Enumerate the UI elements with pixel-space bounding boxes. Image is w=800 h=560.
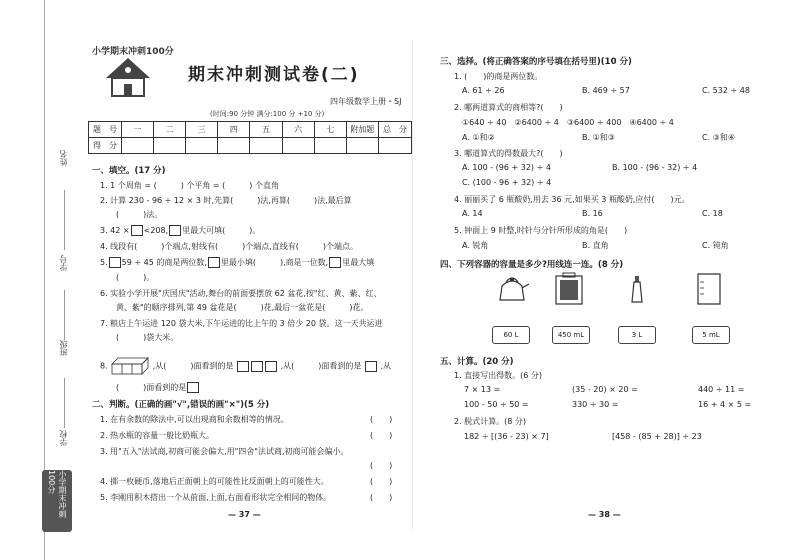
choice-q5: 5. 钟面上 9 时整,时针与分针所形成的角是( ) <box>454 226 628 235</box>
choice-q3: 3. 哪道算式的得数最大?( ) <box>454 149 563 158</box>
right-page <box>412 0 800 560</box>
choice-q3-c[interactable]: C. (100 - 96 + 32) ÷ 4 <box>462 178 552 187</box>
choice-q1-a[interactable]: A. 61 ÷ 26 <box>462 86 505 95</box>
choice-q5-c[interactable]: C. 钝角 <box>702 241 729 250</box>
score-input-cell[interactable] <box>250 138 282 154</box>
section5-title: 五、计算。(20 分) <box>440 357 514 367</box>
fill-q8 <box>100 356 391 376</box>
score-input-cell[interactable] <box>122 138 154 154</box>
fill-q5e: ( )。 <box>116 273 155 282</box>
fill-q5-b: 59 ÷ 45 的商是两位数, <box>121 258 207 267</box>
score-header-cell: 总 分 <box>378 122 411 138</box>
view-box <box>265 361 277 372</box>
page-number-right: — 38 — <box>588 510 621 519</box>
exam-title: 期末冲刺测试卷(二) <box>188 65 360 85</box>
blank-box <box>208 257 220 268</box>
blank-box <box>169 225 181 236</box>
section2-title: 二、判断。(正确的画"√",错误的画"×")(5 分) <box>92 400 270 410</box>
calc-r1-c3: 440 ÷ 11 = <box>698 385 745 394</box>
score-row-label: 得 分 <box>89 138 122 154</box>
judge-q1: 1. 在有余数的除法中,可以出现商和余数相等的情况。 <box>100 415 289 424</box>
score-header-cell: 五 <box>250 122 282 138</box>
fill-q5-c: 里最小填( ),商是一位数, <box>220 258 329 267</box>
score-input-cell[interactable] <box>154 138 186 154</box>
fill-q5-d: 里最大填 <box>342 258 375 267</box>
fill-q2b: ( )法。 <box>116 210 163 219</box>
calc-sub1: 1. 直接写出得数。(6 分) <box>454 371 543 380</box>
choice-q4-b[interactable]: B. 16 <box>582 209 603 218</box>
view-box <box>251 361 263 372</box>
judge-q2: 2. 热水瓶的容量一般比奶瓶大。 <box>100 431 215 440</box>
score-header-cell: 附加题 <box>346 122 378 138</box>
choice-q5-b[interactable]: B. 直角 <box>582 241 609 250</box>
logo-text: 小学期末冲刺100分 <box>92 47 174 57</box>
fill-q8-c: ,从( )面看到的是 <box>280 361 362 371</box>
calc-sub2: 2. 脱式计算。(8 分) <box>454 417 527 426</box>
score-header-cell: 六 <box>282 122 314 138</box>
score-input-cell[interactable] <box>186 138 218 154</box>
id-line <box>64 290 65 340</box>
measuring-cup-icon <box>694 272 724 306</box>
page-number-left: — 37 — <box>228 510 261 519</box>
section3-title: 三、选择。(将正确答案的序号填在括号里)(10 分) <box>440 57 632 67</box>
section4-title: 四、下列容器的容量是多少?用线连一连。(8 分) <box>440 260 624 270</box>
fill-q3-text-c: 里最大可填( )。 <box>182 226 261 235</box>
choice-q2-b[interactable]: B. ①和③ <box>582 133 615 142</box>
grade-subtitle: 四年级数学上册・SJ <box>330 97 402 106</box>
choice-q3-a[interactable]: A. 100 - (96 + 32) ÷ 4 <box>462 163 551 172</box>
fill-q7a: 7. 粮店上午运进 120 袋大米,下午运进的比上午的 3 倍少 20 袋。这一天共运进 <box>100 319 383 328</box>
calc-r2-c2: 330 ÷ 30 = <box>572 400 619 409</box>
judge-paren-3[interactable]: ( ) <box>370 461 393 470</box>
choice-q1: 1. ( )的商是两位数。 <box>454 72 543 81</box>
calc-r1-c2: (35 - 20) × 20 = <box>572 385 638 394</box>
score-input-cell[interactable] <box>314 138 346 154</box>
score-table <box>88 121 412 154</box>
view-box <box>187 382 199 393</box>
sidebar-stamp: 小学期末冲刺100分 <box>42 470 72 532</box>
fill-q5-a: 5. <box>100 258 108 267</box>
blank-box <box>131 225 143 236</box>
choice-q3-b[interactable]: B. 100 - (96 - 32) ÷ 4 <box>612 163 698 172</box>
fill-q6b: 黄、紫"的顺序排列,第 49 盆花是( )花,最后一盆花是( )花。 <box>116 303 369 312</box>
choice-q4-c[interactable]: C. 18 <box>702 209 723 218</box>
score-header-cell: 一 <box>122 122 154 138</box>
calc-expr2: [458 - (85 + 28)] ÷ 23 <box>612 432 702 441</box>
blank-box <box>329 257 341 268</box>
score-input-cell[interactable] <box>378 138 411 154</box>
capacity-60l[interactable]: 60 L <box>492 326 530 344</box>
score-header-cell: 三 <box>186 122 218 138</box>
judge-paren-4[interactable]: ( ) <box>370 477 393 486</box>
blank-box <box>109 257 121 268</box>
judge-q3: 3. 用"五入"法试商,初商可能会偏大,用"四舍"法试商,初商可能会偏小。 <box>100 447 349 456</box>
class-line <box>64 378 65 428</box>
kettle-icon <box>494 274 530 304</box>
fill-q8-b: ,从( )面看到的是 <box>152 361 234 371</box>
fill-q3 <box>100 225 260 236</box>
score-header-cell: 四 <box>218 122 250 138</box>
time-score-line: (时间:90 分钟 满分:100 分 +10 分) <box>210 110 325 118</box>
school-label: 学校 <box>59 430 68 446</box>
score-input-cell[interactable] <box>346 138 378 154</box>
judge-paren-5[interactable]: ( ) <box>370 493 393 502</box>
fill-q8e <box>116 382 200 393</box>
choice-q2-c[interactable]: C. ③和④ <box>702 133 736 142</box>
choice-q5-a[interactable]: A. 锐角 <box>462 241 489 250</box>
house-logo-icon <box>100 50 156 102</box>
section1-title: 一、填空。(17 分) <box>92 166 166 176</box>
fill-q5 <box>100 257 374 268</box>
judge-paren-1[interactable]: ( ) <box>370 415 393 424</box>
choice-q2-items: ①640 ÷ 40 ②6400 ÷ 4 ③6400 ÷ 400 ④6400 ÷ 4 <box>462 118 674 127</box>
class-label: 班级 <box>59 340 68 356</box>
calc-r2-c3: 16 + 4 × 5 = <box>698 400 752 409</box>
bucket-icon <box>552 272 586 306</box>
calc-r1-c1: 7 × 13 = <box>464 385 501 394</box>
choice-q4: 4. 丽丽买了 6 瓶酸奶,用去 36 元,如果买 3 瓶酸奶,应付( )元。 <box>454 195 690 204</box>
judge-paren-2[interactable]: ( ) <box>370 431 393 440</box>
fill-q7b: ( )袋大米。 <box>116 333 179 342</box>
small-bottle-icon <box>630 274 644 304</box>
score-input-cell[interactable] <box>218 138 250 154</box>
fill-q6a: 6. 实验小学开展"庆国庆"活动,舞台的前面要摆放 62 盆花,按"红、黄、紫、红、 <box>100 289 382 298</box>
capacity-3l[interactable]: 3 L <box>618 326 656 344</box>
view-box <box>237 361 249 372</box>
capacity-5ml[interactable]: 5 mL <box>692 326 730 344</box>
student-id-label: 学号 <box>59 255 68 271</box>
score-header-cell: 七 <box>314 122 346 138</box>
name-line <box>64 190 65 250</box>
choice-q1-c[interactable]: C. 532 ÷ 48 <box>702 86 750 95</box>
fill-q8-e: ( )面看到的是 <box>116 383 187 392</box>
score-header-cell: 二 <box>154 122 186 138</box>
fill-q8-a: 8. <box>100 361 108 371</box>
fill-q3-text-b: <208, <box>143 226 169 235</box>
score-input-cell[interactable] <box>282 138 314 154</box>
cube-stack-icon <box>110 356 150 376</box>
calc-expr1: 182 ÷ [(36 - 23) × 7] <box>464 432 549 441</box>
fill-q2a: 2. 计算 230 - 96 ÷ 12 × 3 时,先算( )法,再算( )法,最后算 <box>100 196 352 205</box>
capacity-450ml[interactable]: 450 mL <box>552 326 590 344</box>
fill-q8-d: ,从 <box>380 361 392 371</box>
choice-q1-b[interactable]: B. 469 ÷ 57 <box>582 86 630 95</box>
binding-sidebar <box>0 0 45 560</box>
fill-q1: 1. 1 个周角 = ( ) 个平角 = ( ) 个直角 <box>100 181 279 190</box>
judge-q5: 5. 李刚用积木搭出一个从前面,上面,右面看形状完全相同的物体。 <box>100 493 332 502</box>
choice-q2-a[interactable]: A. ①和② <box>462 133 495 142</box>
choice-q4-a[interactable]: A. 14 <box>462 209 483 218</box>
name-label: 姓名 <box>59 150 68 166</box>
view-box <box>365 361 377 372</box>
choice-q2: 2. 哪两道算式的商相等?( ) <box>454 103 563 112</box>
score-header-cell: 题 号 <box>89 122 122 138</box>
fill-q3-text: 3. 42 × <box>100 226 130 235</box>
calc-r2-c1: 100 - 50 ÷ 50 = <box>464 400 529 409</box>
fill-q4: 4. 线段有( )个端点,射线有( )个端点,直线有( )个端点。 <box>100 242 358 251</box>
judge-q4: 4. 掷一枚硬币,落地后正面朝上的可能性比反面朝上的可能性大。 <box>100 477 329 486</box>
